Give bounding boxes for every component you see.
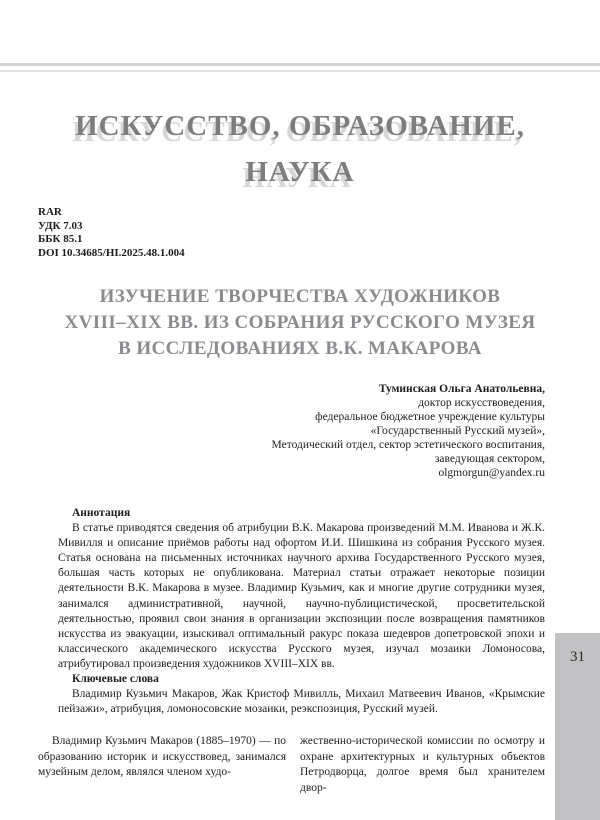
body-column-right: жественно-исторической комиссии по осмотру и охране архитектурных и культурных объектов Петродворца, долгое время был хранителем двор-: [300, 735, 545, 794]
keywords-text: Владимир Кузьмич Макаров, Жак Кристоф Мивилль, Михаил Матвеевич Иванов, «Крымские пейзажи», атрибуция, ломоносовские мозаики, реэкспозиция, Русский музей.: [58, 688, 545, 716]
author-institution-line2: «Государственный Русский музей»,: [370, 425, 545, 437]
article-metadata: [38, 206, 185, 260]
author-name: Туминская Ольга Анатольевна,: [378, 383, 545, 395]
author-degree: доктор искусствоведения,: [418, 397, 545, 409]
top-rule-primary: [0, 63, 600, 66]
author-email: olgmorgun@yandex.ru: [438, 467, 545, 479]
article-title-line3: В ИССЛЕДОВАНИЯХ В.К. МАКАРОВА: [118, 338, 482, 359]
body-column-left: Владимир Кузьмич Макаров (1885–1970) — по образованию историк и искусствовед, занимался музейным делом, являлся членом худо-: [38, 735, 286, 778]
article-title-line2: XVIII–XIX ВВ. ИЗ СОБРАНИЯ РУССКОГО МУЗЕЯ: [64, 312, 536, 333]
abstract-text: В статье приводятся сведения об атрибуции В.К. Макарова произведений М.М. Иванова и Ж.К. Мивилля и описание приёмов работы над офортом И.И. Шишкина из собрания Русского музея. Статья основана на письменных источниках научного архива Государственного Русского музея, большая часть которых не опубликована. Материал статьи отражает некоторые позиции деятельности В.К. Макарова в музее. Владимир Кузьмич, как и многие другие сотрудники музея, занимался административной, научной, научно-публицистической, просветительской деятельностью, проявил свои знания в организации экспозиции после возвращения памятников искусства из эвакуации, изыскивал оптимальный ракурс показа шедевров допетровской эпохи и классического академического искусства Русского музея, изучал мозаики Ломоносова, атрибутировал произведения художников XVIII–XIX вв.: [58, 522, 545, 670]
article-title: [30, 284, 570, 362]
page-number-tab: [555, 633, 600, 820]
author-department: Методический отдел, сектор эстетического воспитания,: [271, 439, 545, 451]
meta-udk: УДК 7.03: [38, 219, 83, 232]
top-rule-secondary: [0, 70, 600, 72]
page-number: 31: [570, 649, 585, 665]
author-position: заведующая сектором,: [434, 453, 545, 465]
journal-section-heading: [0, 103, 600, 195]
article-title-line1: ИЗУЧЕНИЕ ТВОРЧЕСТВА ХУДОЖНИКОВ: [99, 286, 501, 307]
journal-section-heading-line1: ИСКУССТВО, ОБРАЗОВАНИЕ,: [75, 110, 525, 142]
meta-rar: RAR: [38, 206, 62, 218]
meta-doi: DOI 10.34685/HI.2025.48.1.004: [38, 246, 185, 259]
author-block: [145, 382, 545, 480]
abstract-heading: Аннотация: [72, 507, 131, 519]
meta-bbk: ББК 85.1: [38, 233, 83, 245]
keywords-heading: Ключевые слова: [72, 673, 159, 686]
author-institution-line1: федеральное бюджетное учреждение культуры: [315, 411, 545, 423]
abstract-keywords-section: [58, 506, 545, 717]
body-text-columns: [38, 734, 545, 796]
journal-section-heading-line2: НАУКА: [245, 156, 355, 188]
